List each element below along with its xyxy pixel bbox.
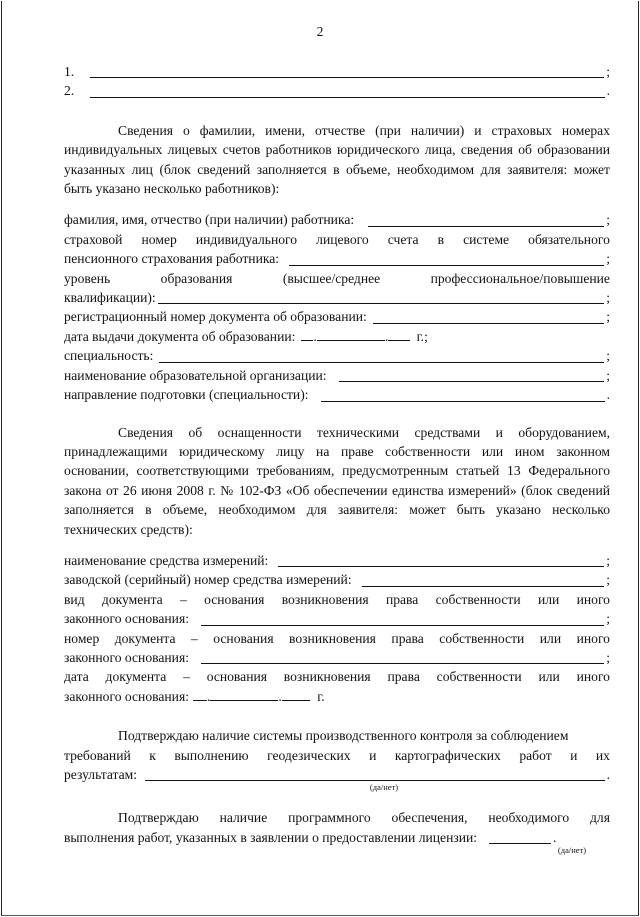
doc-date-label-line — [64, 667, 610, 686]
issue-day-input[interactable] — [301, 328, 313, 341]
org-input[interactable] — [339, 367, 605, 382]
word: программного — [288, 810, 371, 826]
document-body — [64, 62, 610, 859]
word: иного — [576, 630, 610, 646]
word: к — [149, 747, 156, 763]
reg-number-input[interactable] — [373, 309, 604, 324]
word: права — [385, 591, 419, 607]
word: работ — [519, 747, 552, 763]
word: собственности — [435, 591, 521, 607]
reg-number-field: регистрационный номер документа об образовании: ; — [64, 309, 610, 325]
word: права — [387, 669, 420, 685]
snils-label-line — [64, 230, 610, 249]
yes-no-caption: (да/нет) — [557, 845, 587, 856]
edu-level-label-line — [64, 269, 610, 288]
word: права — [391, 630, 424, 646]
doc-month-input[interactable] — [210, 688, 278, 701]
word: возникновения — [289, 630, 376, 646]
word: документа — [101, 591, 163, 607]
word: номер — [64, 630, 100, 646]
word: и — [570, 747, 578, 763]
page-number: 2 — [316, 24, 324, 39]
direction-field: направление подготовки (специальности): . — [64, 387, 610, 403]
word: страховой — [64, 231, 123, 247]
word: – — [183, 669, 190, 685]
word: выполнению — [174, 747, 249, 763]
doc-type-input[interactable] — [201, 611, 604, 626]
software-field: выполнения работ, указанных в заявлении о предоставлении лицензии: . — [64, 829, 557, 845]
line-number: 1. — [64, 64, 75, 79]
word: возникновения — [281, 591, 369, 607]
control-field: результатам: . — [64, 767, 610, 782]
numbered-line-1: 1. ; — [64, 62, 610, 81]
word: геодезических — [267, 747, 351, 763]
fill-blank[interactable] — [90, 63, 604, 78]
word: в — [437, 231, 445, 247]
specialty-field: специальность: ; — [64, 348, 610, 364]
word: образования — [160, 270, 233, 286]
org-field: наименование образовательной организации: ; — [64, 367, 610, 383]
word: основания — [213, 630, 274, 646]
snils-field: пенсионного страхования работника: ; — [64, 251, 610, 267]
issue-month-input[interactable] — [317, 328, 385, 341]
control-line-1: Подтверждаю наличие системы производственного контроля за соблюдением — [118, 728, 569, 744]
software-yes-no-input[interactable] — [489, 829, 551, 844]
numbered-line-2: 2. . — [64, 81, 610, 100]
doc-date-field: законного основания: . . г. — [64, 688, 325, 704]
word: обеспечения, — [391, 810, 468, 826]
word: (высшее/среднее — [282, 270, 381, 286]
control-line-2 — [64, 746, 610, 765]
word: картографических — [394, 747, 501, 763]
word: лицевого — [316, 231, 369, 247]
direction-input[interactable] — [321, 387, 605, 402]
word: Подтверждаю — [118, 810, 199, 826]
word: уровень — [64, 270, 111, 286]
issue-date-field: дата выдачи документа об образовании: . . г.; — [64, 328, 428, 344]
word: необходимого — [488, 810, 570, 826]
control-yes-no-input[interactable] — [145, 766, 605, 781]
word: иного — [576, 669, 610, 685]
edu-level-field: квалификации): ; — [64, 290, 610, 306]
software-line-1 — [64, 808, 610, 827]
word: основания — [204, 591, 265, 607]
word: – — [190, 630, 198, 646]
word: документа — [105, 669, 167, 685]
word: наличие — [219, 810, 268, 826]
word: иного — [576, 591, 610, 607]
word: или — [537, 591, 560, 607]
word: возникновения — [283, 669, 371, 685]
word: документа — [114, 630, 176, 646]
doc-type-label-line — [64, 590, 610, 609]
serial-number-field: заводской (серийный) номер средства измерений: ; — [64, 572, 610, 588]
word: и — [369, 747, 377, 763]
word: их — [595, 747, 610, 763]
specialty-input[interactable] — [159, 348, 604, 363]
line-number: 2. — [64, 83, 75, 99]
word: дата — [64, 669, 89, 685]
word: для — [590, 810, 610, 826]
doc-type-field: законного основания: ; — [64, 611, 610, 627]
doc-number-input[interactable] — [201, 649, 604, 664]
issue-year-input[interactable] — [388, 328, 410, 341]
word: – — [180, 591, 187, 607]
word: индивидуального — [195, 231, 298, 247]
word: счета — [387, 231, 419, 247]
doc-number-field: законного основания: ; — [64, 649, 610, 665]
word: или — [539, 630, 562, 646]
word: собственности — [439, 630, 525, 646]
fio-input[interactable] — [368, 212, 604, 227]
word: системе — [463, 231, 510, 247]
word: требований — [64, 747, 131, 763]
word: профессиональное/повышение — [430, 270, 610, 286]
word: номер — [141, 231, 177, 247]
edu-level-input[interactable] — [158, 289, 605, 304]
doc-number-label-line — [64, 629, 610, 648]
equipment-intro: Сведения об оснащенности техническими средствами и оборудованием, принадлежащими юридическому лицу на праве собственности или ином законном основании, соответствующими требованиям, предусмотренным статьей 13 Федерального закона от 26 июня 2008 г. № 102-ФЗ «Об обеспечении единства измерений» (блок сведений заполняется в объеме, необходимом для заявителя: может быть указано несколько технических средств): — [64, 424, 610, 537]
word: вид — [64, 591, 85, 607]
instrument-name-input[interactable] — [278, 552, 604, 567]
serial-number-input[interactable] — [362, 572, 605, 587]
doc-year-input[interactable] — [282, 688, 310, 701]
instrument-name-field: наименование средства измерений: ; — [64, 552, 610, 568]
fio-field: фамилия, имя, отчество (при наличии) работника: ; — [64, 212, 610, 228]
word: основания — [206, 669, 268, 685]
word: обязательного — [528, 231, 610, 247]
workers-intro: Сведения о фамилии, имени, отчестве (при наличии) и страховых номерах индивидуальных лицевых счетов работников юридического лица, сведения об образовании указанных лиц (блок сведений заполняется в объеме, необходимом для заявителя: может быть указано несколько работников): — [64, 122, 610, 197]
fill-blank[interactable] — [90, 83, 605, 98]
word: или — [538, 669, 560, 685]
yes-no-caption: (да/нет) — [369, 782, 399, 793]
doc-day-input[interactable] — [193, 688, 207, 701]
word: собственности — [436, 669, 522, 685]
snils-input[interactable] — [289, 251, 604, 266]
